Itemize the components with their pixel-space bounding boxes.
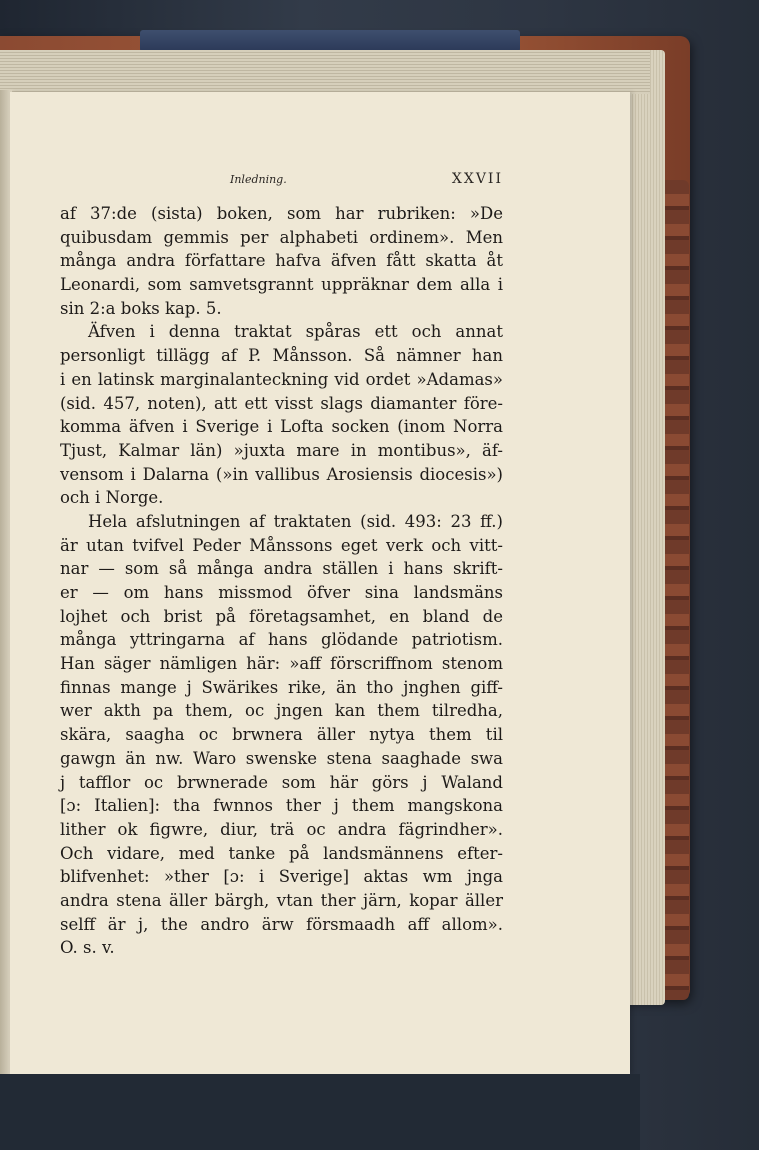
text-line: många andra författare hafva äfven fått skatta åt bbox=[60, 251, 503, 271]
text-line: i en latinsk marginalanteckning vid ordet »Adamas» bbox=[60, 369, 503, 389]
text-line: O. s. v. bbox=[60, 938, 115, 958]
text-line: finnas mange j Swärikes rike, än tho jnghen giff- bbox=[60, 677, 503, 697]
text-line: Leonardi, som samvetsgrannt uppräknar dem alla i bbox=[60, 275, 503, 295]
text-line: selff är j, the andro ärw försmaadh aff allom». bbox=[60, 914, 503, 934]
text-line: quibusdam gemmis per alphabeti ordinem». Men bbox=[60, 227, 503, 247]
background-bottom bbox=[0, 1074, 640, 1150]
text-line: j tafflor oc brwnerade som här görs j Waland bbox=[60, 772, 503, 792]
text-line: vensom i Dalarna (»in vallibus Arosiensis diocesis») bbox=[60, 464, 503, 484]
page-header bbox=[60, 171, 503, 193]
text-line: er — om hans missmod öfver sina landsmäns bbox=[60, 583, 503, 602]
page-stack-top bbox=[0, 50, 650, 94]
text-line: [ɔ: Italien]: tha fwnnos ther j them mangskona bbox=[60, 796, 503, 816]
page-number: XXVII bbox=[451, 171, 503, 187]
text-line: gawgn än nw. Waro swenske stena saaghade swa bbox=[60, 748, 503, 768]
text-line: (sid. 457, noten), att ett visst slags diamanter före- bbox=[60, 393, 503, 413]
running-head: Inledning. bbox=[230, 173, 287, 186]
text-line: och i Norge. bbox=[60, 488, 164, 508]
text-line: af 37:de (sista) boken, som har rubriken: »De bbox=[60, 204, 503, 223]
text-line: många yttringarna af hans glödande patriotism. bbox=[60, 630, 503, 650]
text-line: lojhet och brist på företagsamhet, en bland de bbox=[60, 606, 503, 626]
text-line: wer akth pa them, oc jngen kan them tilredha, bbox=[60, 701, 503, 721]
text-line: Äfven i denna traktat spåras ett och annat bbox=[88, 322, 503, 342]
text-line: nar — som så många andra ställen i hans skrift- bbox=[60, 559, 503, 579]
text-line: sin 2:a boks kap. 5. bbox=[60, 298, 222, 318]
text-line: skära, saagha oc brwnera äller nytya them til bbox=[60, 725, 503, 745]
text-line: personligt tillägg af P. Månsson. Så nämner han bbox=[60, 346, 503, 366]
text-line: är utan tvifvel Peder Månssons eget verk och vitt- bbox=[60, 535, 503, 555]
text-line: lither ok figwre, diur, trä oc andra fägrindher». bbox=[60, 819, 503, 839]
text-line: andra stena äller bärgh, vtan ther järn, kopar äller bbox=[60, 890, 503, 910]
text-line: Och vidare, med tanke på landsmännens efter- bbox=[60, 843, 503, 863]
text-line: blifvenhet: »ther [ɔ: i Sverige] aktas wm jnga bbox=[60, 867, 503, 887]
text-line: komma äfven i Sverige i Lofta socken (inom Norra bbox=[60, 417, 503, 437]
text-line: Hela afslutningen af traktaten (sid. 493: 23 ff.) bbox=[88, 511, 503, 531]
book-spine-band bbox=[140, 30, 520, 52]
text-line: Han säger nämligen här: »aff förscriffnom stenom bbox=[60, 654, 503, 674]
text-line: Tjust, Kalmar län) »juxta mare in montibus», äf- bbox=[60, 440, 503, 460]
body-text bbox=[60, 202, 503, 960]
